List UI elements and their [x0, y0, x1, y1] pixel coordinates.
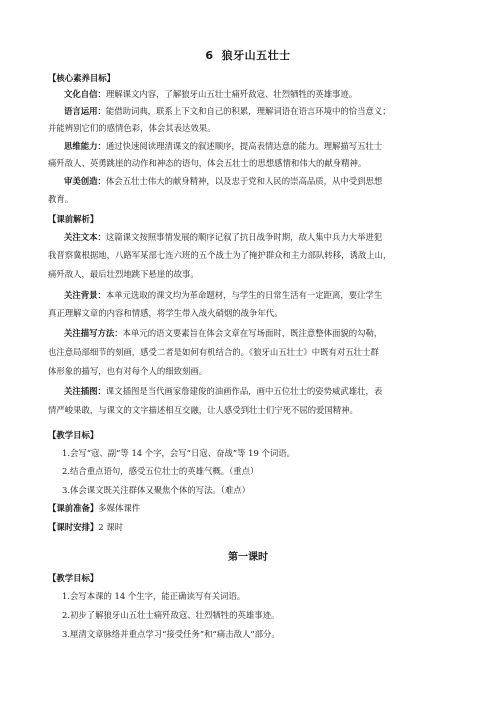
analysis-text-cont1: 我晋察冀根据地，八路军某部七连六班的五个战士为了掩护群众和主力部队转移，诱敌上山， — [48, 250, 392, 260]
analysis-illustration-cont: 情严峻果敢，与课文的文字描述相互交融，让人感受到壮士们宁死不屈的爱国精神。 — [48, 405, 358, 415]
teaching-goal-item: 3.体会课文既关注群体又聚焦个体的写法。（难点） — [62, 485, 251, 495]
core-goal-aesthetic-cont: 教育。 — [48, 194, 74, 204]
analysis-method-cont2: 体形象的描写，也有对每个人的细致刻画。 — [48, 366, 208, 376]
first-lesson-goal-item: 3.厘清文章脉络并重点学习“接受任务”和“痛击敌人”部分。 — [62, 629, 280, 639]
first-lesson-title: 第一课时 — [228, 552, 268, 563]
lesson-title-text: 狼牙山五壮士 — [221, 49, 291, 62]
teaching-goals-heading: 【教学目标】 — [48, 430, 99, 440]
analysis-background: 关注背景：本单元选取的课文均为革命题材，与学生的日常生活有一定距离，要让学生 — [64, 290, 383, 300]
lesson-number: 6 — [205, 49, 214, 62]
core-goal-language-cont: 并能辨别它们的感情色彩，体会其表达效果。 — [48, 123, 216, 133]
analysis-heading: 【课前解析】 — [48, 214, 99, 224]
lesson-title — [0, 47, 496, 63]
teaching-goal-item: 1.会写“寇、副”等 14 个字，会写“日寇、奋战”等 19 个词语。 — [62, 448, 295, 458]
core-goal-thinking-cont: 痛歼敌人、英勇跳崖的动作和神态的语句，体会五壮士的思想感情和伟大的献身精神。 — [48, 158, 367, 168]
analysis-method-cont1: 也注意局部细节的刻画，感受二者是如何有机结合的。《狼牙山五壮士》中既有对五壮士群 — [48, 347, 379, 357]
schedule: 【课时安排】2 课时 — [48, 522, 123, 532]
first-lesson-goal-item: 1.会写本课的 14 个生字，能正确读写有关词语。 — [62, 591, 246, 601]
core-goal-thinking: 思维能力：通过快速阅读理清课文的叙述顺序，提高表情达意的能力。理解描写五壮士 — [64, 141, 383, 151]
teaching-goal-item: 2.结合重点语句，感受五位壮士的英雄气概。（重点） — [62, 466, 259, 476]
analysis-method: 关注描写方法：本单元的语文要素旨在体会文章在写场面时，既注意整体面貌的勾勒， — [64, 328, 383, 338]
core-goal-language: 语言运用：能借助词典，联系上下文和自己的积累，理解词语在语言环境中的恰当意义； — [64, 106, 391, 116]
core-goal-aesthetic: 审美创造：体会五壮士伟大的献身精神，以及忠于党和人民的崇高品质，从中受到思想 — [64, 176, 383, 186]
core-goal-culture: 文化自信：理解课文内容，了解狼牙山五壮士痛歼敌寇、壮烈牺牲的英雄事迹。 — [64, 89, 358, 99]
first-lesson-goal-item: 2.初步了解狼牙山五壮士痛歼敌寇、壮烈牺牲的英雄事迹。 — [62, 610, 280, 620]
analysis-illustration: 关注插图：课文插图是当代画家詹建俊的油画作品，画中五位壮士的姿势威武雄壮，表 — [64, 386, 383, 396]
preparation: 【课前准备】多媒体课件 — [48, 503, 141, 513]
analysis-text-cont2: 痛歼敌人，最后壮烈地跳下悬崖的故事。 — [48, 269, 199, 279]
core-goals-heading: 【核心素养目标】 — [48, 73, 115, 83]
first-lesson-goals-heading: 【教学目标】 — [48, 573, 99, 583]
analysis-background-cont: 真正理解文章的内容和情感，将学生带入战火硝烟的战争年代。 — [48, 308, 283, 318]
analysis-text: 关注文本：这篇课文按照事情发展的顺序记叙了抗日战争时期，敌人集中兵力大举进犯 — [64, 232, 383, 242]
